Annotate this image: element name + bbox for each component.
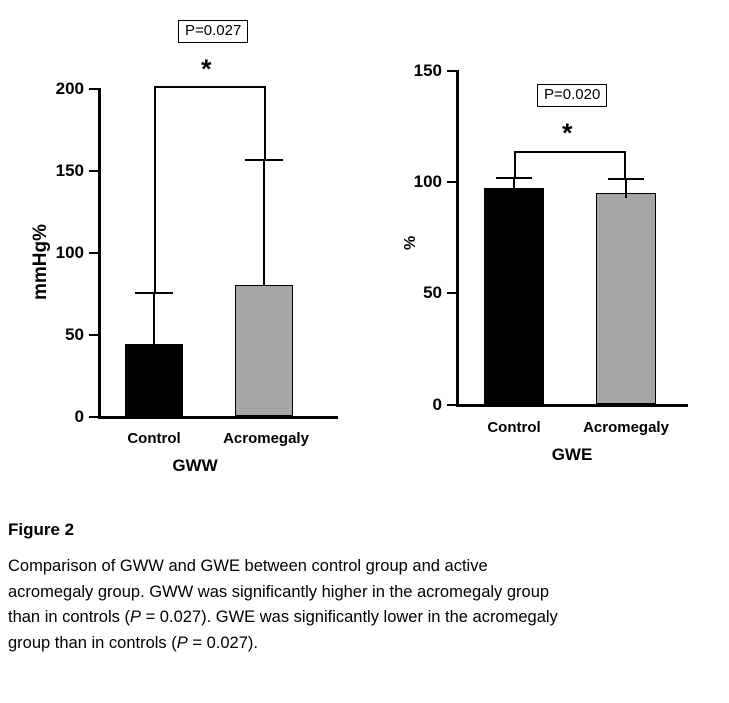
y-tick-label-gww-0: 0 [74, 407, 84, 426]
bar-gwe-acromegaly [596, 193, 656, 404]
bar-gww-acromegaly [235, 285, 293, 416]
chart-gww [0, 0, 360, 500]
p-value-gww: P=0.027 [178, 20, 248, 43]
x-axis-title-gww: GWW [172, 456, 218, 475]
significance-star-gww: * [201, 54, 212, 84]
y-tick-label-gww-150: 150 [55, 161, 84, 180]
y-tick-gwe-0 [447, 404, 456, 406]
y-tick-gww-100 [89, 252, 98, 254]
error-cap-gww-control [135, 292, 173, 294]
significance-bracket-gwe [514, 151, 626, 181]
y-tick-label-gwe-0: 0 [432, 395, 442, 414]
x-axis-line-gww [98, 416, 338, 419]
error-bar-gww-control [153, 292, 155, 344]
bar-gwe-control [484, 188, 544, 404]
caption-segment-1: Comparison of GWW and GWE between control group and active acromegaly group. GWW was significantly higher in the acromegaly group than in controls ( [8, 557, 550, 627]
x-category-gwe-control: Control [487, 419, 541, 436]
caption-segment-2: = 0.027). GWE was significantly lower in the acromegaly group than in controls ( [8, 608, 558, 652]
x-axis-line-gwe [456, 404, 688, 407]
significance-bracket-gww [154, 86, 266, 166]
y-axis-line-gwe [456, 70, 459, 406]
bar-gww-control [125, 344, 183, 416]
chart-gwe [380, 0, 729, 500]
caption-segment-3: = 0.027). [187, 633, 258, 652]
error-bar-gwe-acromegaly [625, 178, 627, 198]
figure-caption [8, 520, 568, 656]
y-tick-gwe-50 [447, 292, 456, 294]
x-category-gww-control: Control [127, 430, 181, 447]
y-axis-title-gww: mmHg% [30, 223, 51, 300]
x-axis-title-gwe: GWE [551, 445, 593, 464]
y-tick-gww-200 [89, 88, 98, 90]
y-tick-label-gwe-150: 150 [413, 61, 442, 80]
y-axis-title-gwe: % [402, 235, 419, 250]
x-category-gww-acromegaly: Acromegaly [223, 430, 309, 447]
y-tick-label-gww-50: 50 [65, 325, 84, 344]
y-tick-label-gwe-100: 100 [413, 172, 442, 191]
y-tick-gww-50 [89, 334, 98, 336]
figure-label: Figure 2 [8, 520, 75, 539]
p-value-gwe: P=0.020 [537, 84, 607, 107]
error-bar-gww-acromegaly [263, 159, 265, 285]
caption-p-italic-2: P [176, 633, 188, 652]
x-category-gwe-acromegaly: Acromegaly [583, 419, 669, 436]
y-tick-gwe-150 [447, 70, 456, 72]
y-tick-label-gww-200: 200 [55, 79, 84, 98]
y-tick-gww-0 [89, 416, 98, 418]
caption-p-italic-1: P [129, 608, 141, 627]
figure-caption-text [8, 554, 568, 656]
y-axis-line-gww [98, 88, 101, 418]
y-tick-gwe-100 [447, 181, 456, 183]
y-tick-label-gww-100: 100 [55, 243, 84, 262]
significance-star-gwe: * [562, 118, 573, 148]
y-tick-label-gwe-50: 50 [423, 283, 442, 302]
y-tick-gww-150 [89, 170, 98, 172]
